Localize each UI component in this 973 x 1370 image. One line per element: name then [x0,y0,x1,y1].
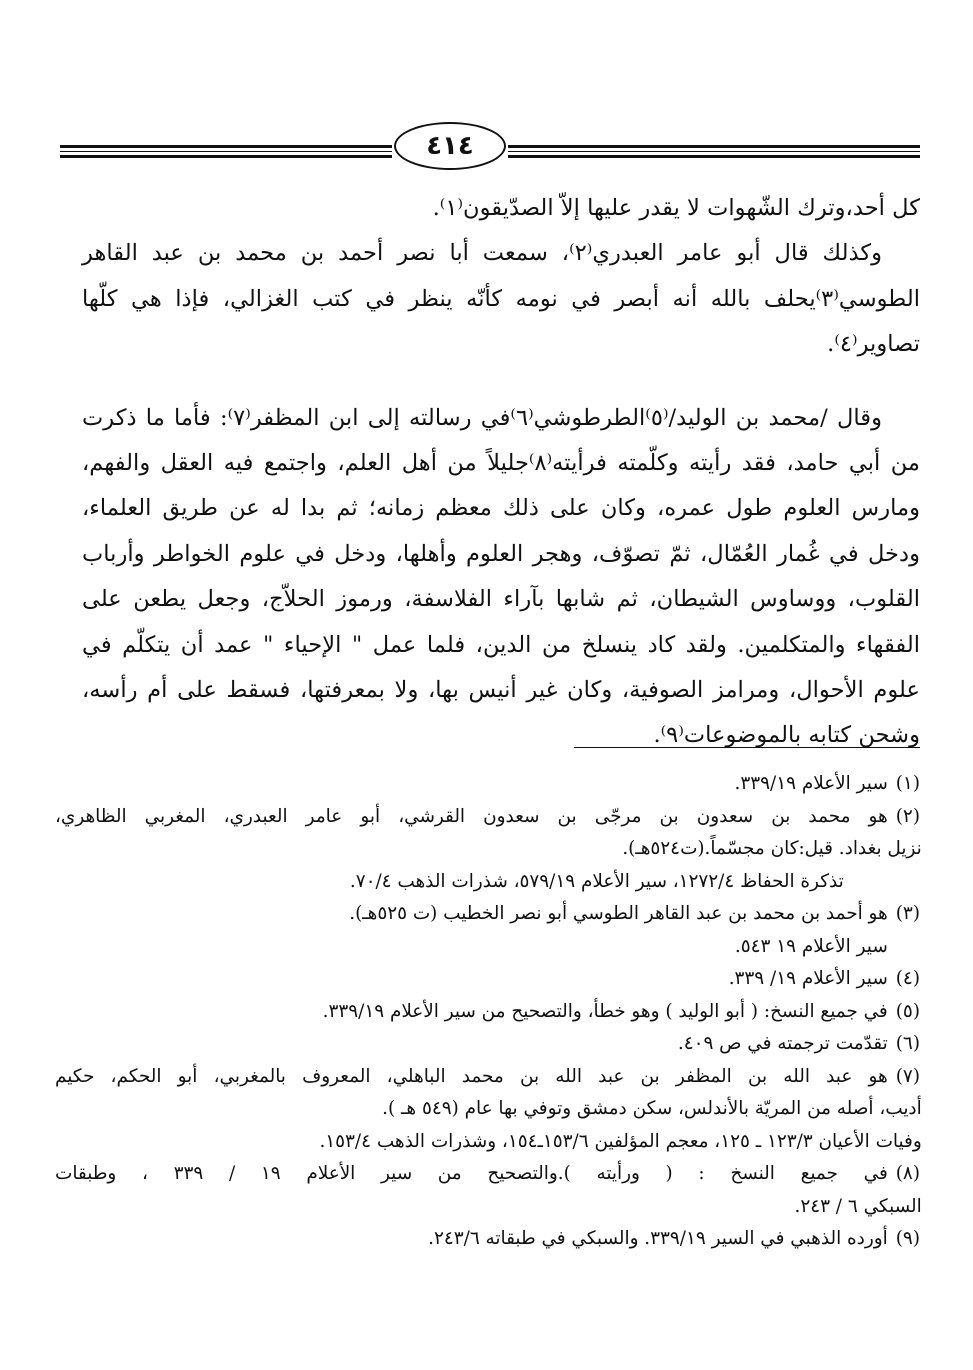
footnote-number: (٨) [895,1163,920,1184]
footnote-item [55,801,920,899]
footnote-item [55,1061,920,1159]
footnote-item [55,963,920,996]
footnote-separator [574,747,920,748]
footnotes [55,768,920,1256]
page-number: ٤١٤ [394,122,506,170]
footnote-text: هو أحمد بن محمد بن عبد القاهر الطوسي أبو نصر الخطيب (ت ٥٢٥هـ). [349,903,888,924]
footnote-number: (٣) [895,903,920,924]
footnote-text: السبكي ٦ / ٢٤٣. [794,1195,922,1217]
paragraph: وكذلك قال أبو عامر العبدري⁽٢⁾، سمعت أبا نصر أحمد بن محمد بن عبد القاهر الطوسي⁽٣⁾يحلف بالله أنه أبصر في نومه كأنّه ينظر في كتب الغزالي، فإذا هي كلّها تصاوير⁽٤⁾. [82,240,920,358]
footnote-number: (٩) [895,1228,920,1249]
main-text [82,186,920,759]
footnote-text: نزيل بغداد. قيل:كان مجسّماً.(ت٥٢٤هـ). [622,838,922,859]
footnote-item [55,1158,920,1223]
footnote-text: سير الأعلام ١٩ ٥٤٣. [734,935,888,957]
header-rule-right [508,145,920,161]
footnote-text: تقدّمت ترجمته في ص ٤٠٩. [677,1033,888,1054]
paragraph: وقال /محمد بن الوليد/⁽٥⁾الطرطوشي⁽٦⁾في رسالته إلى ابن المظفر⁽٧⁾: فأما ما ذكرت من أبي حامد، فقد رأيته وكلّمته فرأيته⁽٨⁾جليلاً من أهل العلم، واجتمع فيه العقل والفهم، ومارس العلوم طول عمره، وكان على ذلك معظم زمانه؛ ثم بدا له عن طريق العلماء، ودخل في غُمار العُمّال، ثمّ تصوّف، وهجر العلوم وأهلها، ودخل في علوم الخواطر وأرباب القلوب، ووساوس الشيطان، ثم شابها بآراء الفلاسفة، ورموز الحلاّج، وجعل يطعن على الفقهاء والمتكلمين. ولقد كاد ينسلخ من الدين، فلما عمل " الإحياء " عمد أن يتكلّم في علوم الأحوال، ومرامز الصوفية، وكان غير أنيس بها، ولا بمعرفتها، فسقط على أم رأسه، وشحن كتابه بالموضوعات⁽٩⁾. [82,404,921,749]
footnote-item [55,1223,920,1256]
footnote-text: في جميع النسخ: ( أبو الوليد ) وهو خطأ، والتصحيح من سير الأعلام ٣٣٩/١٩. [322,1000,888,1022]
footnote-text: تذكرة الحفاظ ١٢٧٢/٤، سير الأعلام ٥٧٩/١٩، شذرات الذهب ٧٠/٤. [349,870,844,892]
footnote-number: (٥) [895,1000,920,1022]
footnote-text: سير الأعلام ١٩/ ٣٣٩. [728,968,888,989]
footnote-number: (١) [895,773,920,794]
footnote-item [55,1028,920,1061]
footnote-number: (٢) [895,805,920,827]
footnote-text: أديب، أصله من المريّة بالأندلس، سكن دمشق وتوفي بها عام (٥٤٩ هـ ). [382,1098,922,1119]
footnote-number: (٤) [895,968,920,989]
footnote-item [55,768,920,801]
footnote-text: وفيات الأعيان ١٢٣/٣ ـ ١٢٥، معجم المؤلفين ١٥٣/٦ـ١٥٤، وشذرات الذهب ١٥٣/٤. [319,1130,922,1152]
footnote-number: (٦) [895,1033,920,1054]
paragraph: كل أحد،وترك الشّهوات لا يقدر عليها إلاّ الصدّيقون⁽١⁾. [432,195,920,221]
footnote-text: هو محمد بن سعدون بن مرجّى بن سعدون القرشي، أبو عامر العبدري، المغربي الظاهري، [55,805,888,827]
footnote-number: (٧) [895,1065,920,1087]
footnote-text: في جميع النسخ : ( ورأيته ).والتصحيح من سير الأعلام ١٩ / ٣٣٩ ، وطبقات [55,1163,888,1184]
header-rule-left [60,145,392,161]
footnote-text: هو عبد الله بن المظفر بن عبد الله بن محمد الباهلي، المعروف بالمغربي، أبو الحكم، حكيم [55,1065,888,1087]
footnote-text: أورده الذهبي في السير ٣٣٩/١٩. والسبكي في طبقاته ٢٤٣/٦. [428,1228,888,1249]
footnote-item [55,898,920,963]
footnote-item [55,996,920,1029]
footnote-text: سير الأعلام ٣٣٩/١٩. [734,773,888,794]
